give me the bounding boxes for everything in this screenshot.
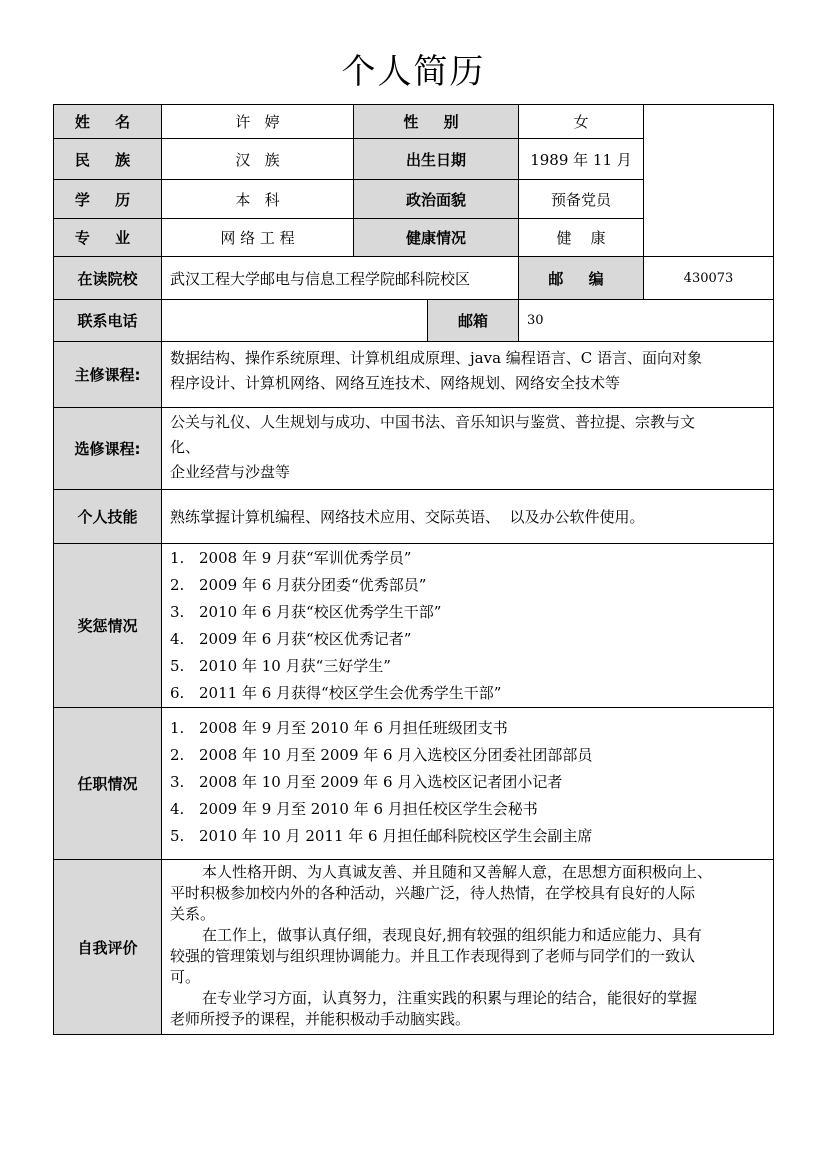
list-item: 5. 2010 年 10 月 2011 年 6 月担任邮科院校区学生会副主席	[170, 827, 593, 845]
awards-label: 奖惩情况	[53, 543, 162, 708]
list-item: 5. 2010 年 10 月获“三好学生”	[170, 657, 391, 675]
phone-value	[161, 299, 428, 342]
ethnicity-value: 汉 族	[161, 138, 354, 180]
list-item: 3. 2008 年 10 月至 2009 年 6 月入选校区记者团小记者	[170, 773, 563, 791]
list-item: 6. 2011 年 6 月获得“校区学生会优秀学生干部”	[170, 684, 502, 702]
elective-course-line: 化、	[170, 438, 201, 456]
phone-label: 联系电话	[53, 299, 162, 342]
self-eval-line: 关系。	[170, 905, 216, 923]
self-eval-line: 在专业学习方面，认真努力，注重实践的积累与理论的结合，能很好的掌握	[202, 989, 698, 1007]
list-item: 3. 2010 年 6 月获“校区优秀学生干部”	[170, 603, 442, 621]
major-courses-content	[161, 341, 774, 408]
list-item: 1. 2008 年 9 月至 2010 年 6 月担任班级团支书	[170, 719, 508, 737]
school-value: 武汉工程大学邮电与信息工程学院邮科院校区	[161, 256, 519, 300]
self-eval-line: 平时积极参加校内外的各种活动，兴趣广泛，待人热情，在学校具有良好的人际	[170, 884, 696, 902]
self-eval-content	[161, 859, 774, 1035]
major-course-line: 程序设计、计算机网络、网络互连技术、网络规划、网络安全技术等	[170, 374, 621, 392]
name-value: 许 婷	[161, 104, 354, 139]
major-label: 专 业	[53, 218, 162, 257]
positions-list	[161, 707, 774, 860]
political-value: 预备党员	[518, 179, 644, 219]
page-title: 个人简历	[341, 52, 486, 92]
list-item: 4. 2009 年 6 月获“校区优秀记者”	[170, 630, 412, 648]
major-value: 网 络 工 程	[161, 218, 354, 257]
school-label: 在读院校	[53, 256, 162, 300]
birth-value: 1989 年 11 月	[518, 138, 644, 180]
self-eval-line: 在工作上，做事认真仔细，表现良好,拥有较强的组织能力和适应能力、具有	[202, 926, 702, 944]
self-eval-label: 自我评价	[53, 859, 162, 1035]
positions-label: 任职情况	[53, 707, 162, 860]
ethnicity-label: 民 族	[53, 138, 162, 180]
skills-label: 个人技能	[53, 489, 162, 544]
education-label: 学 历	[53, 179, 162, 219]
gender-value: 女	[518, 104, 644, 139]
major-course-line: 数据结构、操作系统原理、计算机组成原理、java 编程语言、C 语言、面向对象	[170, 349, 703, 367]
gender-label: 性 别	[353, 104, 519, 139]
list-item: 4. 2009 年 9 月至 2010 年 6 月担任校区学生会秘书	[170, 800, 538, 818]
elective-course-line: 公关与礼仪、人生规划与成功、中国书法、音乐知识与鉴赏、普拉提、宗教与文	[170, 413, 696, 431]
postcode-value: 430073	[643, 256, 774, 300]
self-eval-line: 本人性格开朗、为人真诚友善、并且随和又善解人意，在思想方面积极向上、	[202, 863, 713, 881]
name-label: 姓 名	[53, 104, 162, 139]
list-item: 2. 2009 年 6 月获分团委“优秀部员”	[170, 576, 427, 594]
self-eval-line: 老师所授予的课程，并能积极动手动脑实践。	[170, 1010, 471, 1028]
political-label: 政治面貌	[353, 179, 519, 219]
health-value: 健 康	[518, 218, 644, 257]
photo-box	[643, 104, 774, 257]
elective-courses-content	[161, 407, 774, 490]
list-item: 1. 2008 年 9 月获“军训优秀学员”	[170, 549, 412, 567]
birth-label: 出生日期	[353, 138, 519, 180]
email-value: 30	[518, 299, 774, 342]
list-item: 2. 2008 年 10 月至 2009 年 6 月入选校区分团委社团部部员	[170, 746, 593, 764]
postcode-label: 邮 编	[518, 256, 644, 300]
self-eval-line: 可。	[170, 968, 201, 986]
major-courses-label: 主修课程:	[53, 341, 162, 408]
education-value: 本 科	[161, 179, 354, 219]
awards-list	[161, 543, 774, 708]
skills-value: 熟练掌握计算机编程、网络技术应用、交际英语、 以及办公软件使用。	[161, 489, 774, 544]
email-label: 邮箱	[427, 299, 519, 342]
elective-courses-label: 选修课程:	[53, 407, 162, 490]
health-label: 健康情况	[353, 218, 519, 257]
elective-course-line: 企业经营与沙盘等	[170, 463, 291, 481]
self-eval-line: 较强的管理策划与组织理协调能力。并且工作表现得到了老师与同学们的一致认	[170, 947, 696, 965]
